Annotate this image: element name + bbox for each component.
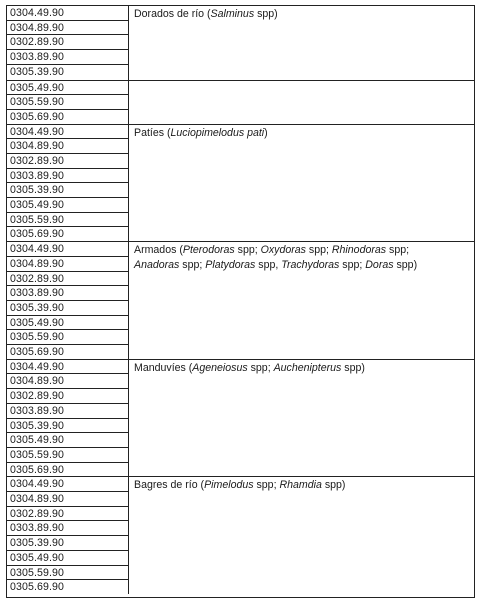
tariff-code: 0305.39.90 [7,301,128,316]
scientific-name: Luciopimelodus pati [170,126,265,139]
scientific-name: Salminus [210,8,255,20]
tariff-code: 0303.89.90 [7,286,128,301]
code-column [7,477,129,594]
description-text: spp; [386,244,410,257]
tariff-code: 0304.49.90 [7,6,128,21]
tariff-code: 0305.69.90 [10,463,65,476]
tariff-code: 0303.89.90 [7,169,128,184]
tariff-code: 0305.39.90 [7,419,128,434]
tariff-code: 0304.49.90 [7,242,128,257]
tariff-code: 0302.89.90 [7,507,128,522]
description-text: spp) [393,258,418,271]
tariff-code: 0304.89.90 [7,139,128,154]
species-description [134,361,472,376]
code-column [7,242,129,359]
table-group [7,124,474,242]
tariff-code: 0305.59.90 [7,566,128,581]
description-line [134,478,472,493]
tariff-code: 0302.89.90 [7,154,128,169]
tariff-code: 0305.49.90 [7,81,128,96]
tariff-code: 0305.39.90 [7,536,128,551]
tariff-code: 0304.89.90 [7,257,128,272]
description-text: Bagres de río ( [134,479,205,492]
tariff-code: 0305.49.90 [7,316,128,331]
description-text: Manduvíes ( [134,361,193,374]
description-text: Dorados de río ( [134,8,211,20]
tariff-code: 0304.89.90 [7,374,128,389]
table-group [7,80,474,124]
species-description [134,478,472,493]
scientific-name: Auchenipterus [273,361,342,374]
tariff-code: 0305.39.90 [10,65,65,78]
code-column [7,6,129,80]
description-line [134,361,472,376]
species-description [134,243,472,272]
tariff-code: 0305.69.90 [10,228,65,241]
scientific-name: Doras [365,258,394,271]
scientific-name: Anadoras [134,258,180,271]
tariff-code: 0303.89.90 [7,404,128,419]
table-group [7,476,474,594]
tariff-code: 0304.49.90 [7,477,128,492]
species-description [134,7,472,22]
description-text: spp; [234,244,261,257]
code-column [7,81,129,124]
code-column [7,125,129,242]
tariff-code: 0304.89.90 [7,492,128,507]
scientific-name: Platydoras [205,258,256,271]
description-text: spp; [179,258,206,271]
description-text: spp) [321,479,346,492]
tariff-code: 0302.89.90 [7,272,128,287]
description-line [134,243,472,258]
description-text: spp; [247,361,274,374]
description-text: Armados ( [134,244,183,257]
tariff-table [6,5,475,598]
description-text: Patíes ( [134,126,171,139]
scientific-name: Ageneiosus [192,361,248,374]
tariff-code: 0304.49.90 [7,125,128,140]
tariff-code: 0305.59.90 [7,213,128,228]
scientific-name: Rhamdia [279,479,322,492]
code-column [7,360,129,477]
tariff-code: 0303.89.90 [7,521,128,536]
tariff-code: 0303.89.90 [7,50,128,65]
scientific-name: Rhinodoras [331,244,387,257]
tariff-code: 0305.39.90 [7,183,128,198]
tariff-code: 0302.89.90 [7,35,128,50]
description-line [134,258,472,273]
tariff-code: 0305.69.90 [10,110,65,123]
table-group [7,241,474,359]
scientific-name: Trachydoras [281,258,340,271]
description-text: spp; [253,479,280,492]
tariff-code: 0305.69.90 [10,346,65,358]
scientific-name: Pterodoras [182,244,235,257]
description-text: ) [264,126,268,139]
scientific-name: Oxydoras [260,244,306,257]
tariff-code: 0305.49.90 [7,551,128,566]
scientific-name: Pimelodus [204,479,254,492]
tariff-code: 0302.89.90 [7,389,128,404]
tariff-code: 0304.89.90 [7,21,128,36]
table-group [7,6,474,80]
description-line [134,7,472,22]
tariff-code: 0305.49.90 [7,198,128,213]
tariff-code: 0305.69.90 [10,581,65,594]
tariff-code: 0305.49.90 [7,433,128,448]
species-description [134,126,472,141]
tariff-code: 0305.59.90 [7,95,128,110]
tariff-code: 0304.49.90 [7,360,128,375]
tariff-code: 0305.59.90 [7,448,128,463]
table-group [7,359,474,477]
description-text: spp) [341,361,365,374]
description-text: spp; [339,258,366,271]
description-line [134,126,472,141]
description-text: spp, [255,258,282,271]
description-text: spp) [254,8,278,20]
description-text: spp; [305,244,332,257]
tariff-code: 0305.59.90 [7,330,128,345]
